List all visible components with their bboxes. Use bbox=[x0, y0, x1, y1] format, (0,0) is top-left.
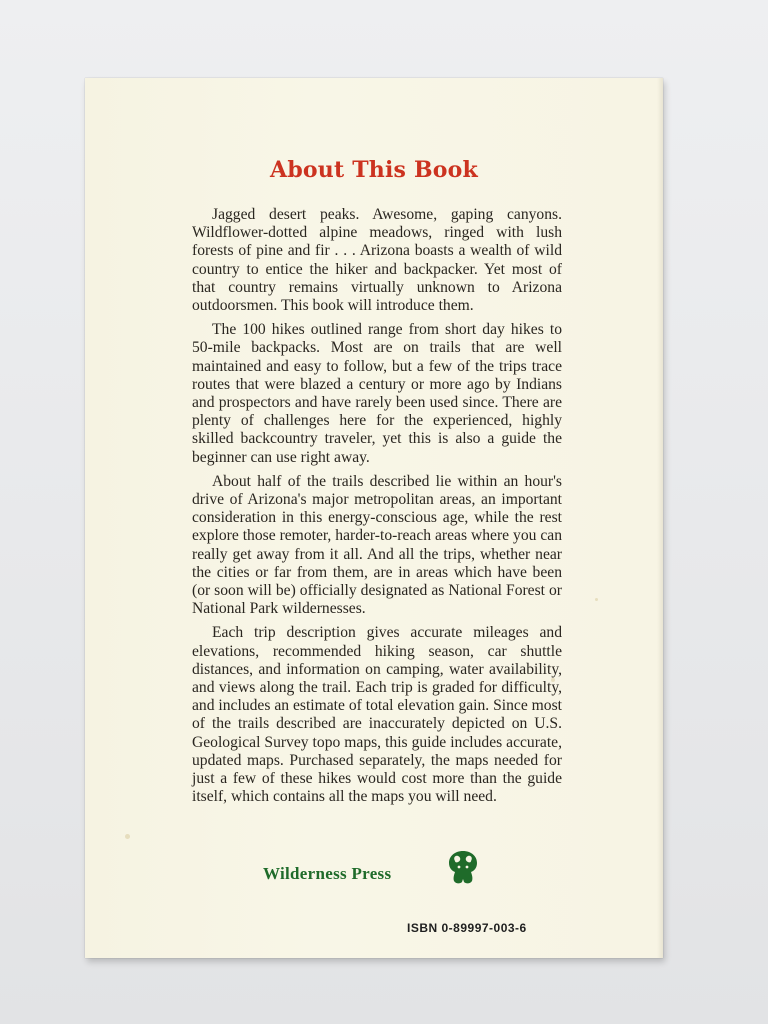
publisher-imprint bbox=[263, 848, 563, 888]
cover-stain bbox=[125, 834, 130, 839]
blurb-paragraph: The 100 hikes outlined range from short day hikes to 50-mile backpacks. Most are on trails that are well maintained and easy to follow, but a few of the trips trace routes that were blazed a century or more ago by Indians and prospectors and have rarely been used since. There are plenty of challenges here for the experienced, highly skilled backcountry traveler, yet this is also a guide the beginner can use right away. bbox=[192, 321, 562, 466]
isbn-number: ISBN 0-89997-003-6 bbox=[407, 921, 527, 935]
cover-stain bbox=[595, 598, 598, 601]
ram-head-logo-icon bbox=[445, 848, 481, 886]
cover-edge-shading bbox=[657, 78, 663, 958]
blurb-text bbox=[192, 206, 562, 813]
blurb-paragraph: About half of the trails described lie within an hour's drive of Arizona's major metropolitan areas, an important consideration in this energy-conscious age, while the rest explore those remoter, harder-to-reach areas where you can really get away from it all. And all the trips, whether near the cities or far from them, are in areas which have been (or soon will be) officially designated as National Forest or National Park wildernesses. bbox=[192, 472, 562, 618]
blurb-paragraph: Each trip description gives accurate mileages and elevations, recommended hiking season, car shuttle distances, and information on camping, water availability, and views along the trail. Each trip is graded for difficulty, and includes an estimate of total elevation gain. Since most of the trails described are inaccurately depicted on U.S. Geological Survey topo maps, this guide includes accurate, updated maps. Purchased separately, the maps needed for just a few of these hikes would cost more than the guide itself, which contains all the maps you will need. bbox=[192, 624, 562, 806]
cover-heading: About This Book bbox=[270, 157, 478, 183]
publisher-name: Wilderness Press bbox=[263, 864, 392, 883]
blurb-paragraph: Jagged desert peaks. Awesome, gaping canyons. Wildflower-dotted alpine meadows, ringed with lush forests of pine and fir . . . Arizona boasts a wealth of wild country to entice the hiker and backpacker. Yet most of that country remains virtually unknown to Arizona outdoorsmen. This book will introduce them. bbox=[192, 206, 562, 315]
book-back-cover bbox=[85, 78, 663, 958]
